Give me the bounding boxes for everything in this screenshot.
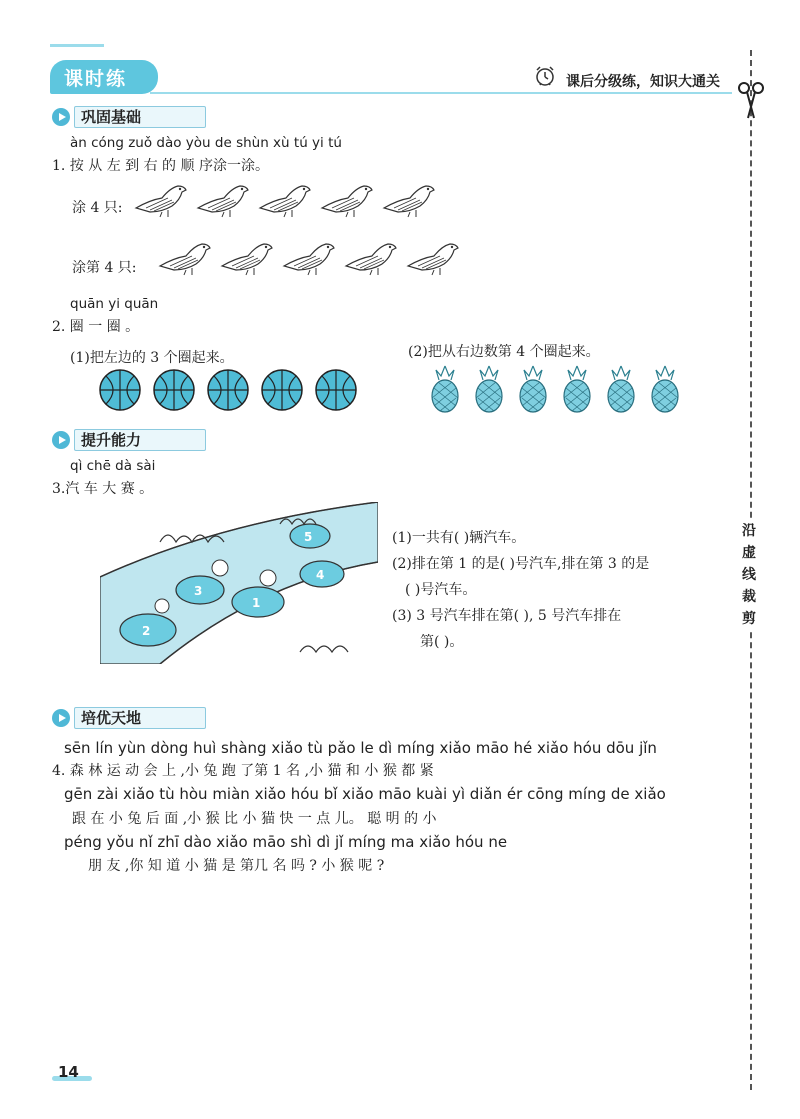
q2-part1: (1)把左边的 3 个圈起来。 [70, 350, 234, 366]
q2-part2: (2)把从右边数第 4 个圈起来。 [408, 344, 600, 360]
q2-pinyin: quān yi quān [70, 296, 159, 312]
section-title: 培优天地 [74, 707, 206, 729]
section-title: 巩固基础 [74, 106, 206, 128]
section-title: 提升能力 [74, 429, 206, 451]
bird-icon [156, 236, 212, 276]
pineapple-icon [516, 364, 550, 414]
cut-char: 沿 [742, 523, 756, 539]
page-title: 课时练 [64, 68, 128, 90]
pineapple-icon [472, 364, 506, 414]
q3-line2: (2)排在第 1 的是( )号汽车,排在第 3 的是 [392, 556, 650, 572]
q3-line4: (3) 3 号汽车排在第( ), 5 号汽车排在 [392, 608, 622, 624]
race-car [176, 576, 224, 604]
bird-icon [256, 178, 312, 218]
bird-icon [342, 236, 398, 276]
basketball-icon [206, 368, 250, 412]
cut-char: 线 [742, 567, 756, 583]
basketball-icon [98, 368, 142, 412]
alarm-clock-icon [533, 64, 557, 88]
q1-row1-label: 涂 4 只: [72, 200, 123, 216]
bird-row-2 [156, 236, 466, 284]
q2-text: 2. 圈 一 圈 。 [52, 319, 140, 335]
car-number: 1 [252, 596, 261, 610]
car-number: 4 [316, 568, 325, 582]
car-number: 5 [304, 530, 313, 544]
cut-char: 剪 [742, 611, 756, 627]
q4-text-1: 4. 森 林 运 动 会 上 ,小 兔 跑 了第 1 名 ,小 猫 和 小 猴 都 紧 [52, 763, 434, 779]
cut-instruction [742, 520, 764, 630]
basketball-icon [314, 368, 358, 412]
q3-line5: 第( )。 [420, 634, 464, 650]
scissors-icon [736, 80, 766, 120]
bird-icon [194, 178, 250, 218]
ball-row [98, 368, 368, 416]
race-car [232, 587, 284, 617]
pineapple-icon [648, 364, 682, 414]
q1-pinyin: àn cóng zuǒ dào yòu de shùn xù tú yi tú [70, 135, 342, 151]
pineapple-icon [428, 364, 462, 414]
q1-text: 1. 按 从 左 到 右 的 顺 序涂一涂。 [52, 158, 269, 174]
header-slogan: 课后分级练，知识大通关 [566, 74, 720, 90]
q4-pinyin-2: gēn zài xiǎo tù hòu miàn xiǎo hóu bǐ xiǎo māo kuài yì diǎn ér cōng míng de xiǎo [64, 785, 666, 803]
race-car [300, 561, 344, 587]
q4-text-2: 跟 在 小 兔 后 面 ,小 猴 比 小 猫 快 一 点 儿。 聪 明 的 小 [72, 811, 437, 827]
bird-row-1 [132, 178, 442, 226]
q4-pinyin-1: sēn lín yùn dòng huì shàng xiǎo tù pǎo le dì míng xiǎo māo hé xiǎo hóu dōu jǐn [64, 739, 657, 757]
q3-line1: (1)一共有( )辆汽车。 [392, 530, 526, 546]
cut-char: 虚 [742, 545, 756, 561]
car-number: 2 [142, 624, 151, 638]
bird-icon [218, 236, 274, 276]
q3-pinyin: qì chē dà sài [70, 458, 156, 474]
play-arrow-icon [52, 108, 70, 126]
bird-icon [380, 178, 436, 218]
header-rule [150, 92, 732, 94]
pineapple-icon [560, 364, 594, 414]
car-number: 3 [194, 584, 203, 598]
top-mark [50, 44, 104, 47]
basketball-icon [260, 368, 304, 412]
page-number: 14 [58, 1063, 79, 1081]
pineapple-row [428, 364, 690, 420]
play-arrow-icon [52, 709, 70, 727]
car-race-illustration [100, 502, 378, 664]
q4-text-3: 朋 友 ,你 知 道 小 猫 是 第几 名 吗 ? 小 猴 呢 ? [88, 858, 385, 874]
bird-icon [404, 236, 460, 276]
basketball-icon [152, 368, 196, 412]
bird-icon [280, 236, 336, 276]
q4-pinyin-3: péng yǒu nǐ zhī dào xiǎo māo shì dì jǐ míng ma xiǎo hóu ne [64, 833, 508, 851]
q3-line3: ( )号汽车。 [405, 582, 477, 598]
race-car [120, 614, 176, 646]
pineapple-icon [604, 364, 638, 414]
bird-icon [132, 178, 188, 218]
bird-icon [318, 178, 374, 218]
play-arrow-icon [52, 431, 70, 449]
cut-char: 裁 [742, 589, 756, 605]
q3-text: 3.汽 车 大 赛 。 [52, 481, 154, 497]
q1-row2-label: 涂第 4 只: [72, 260, 137, 276]
race-car [290, 524, 330, 548]
